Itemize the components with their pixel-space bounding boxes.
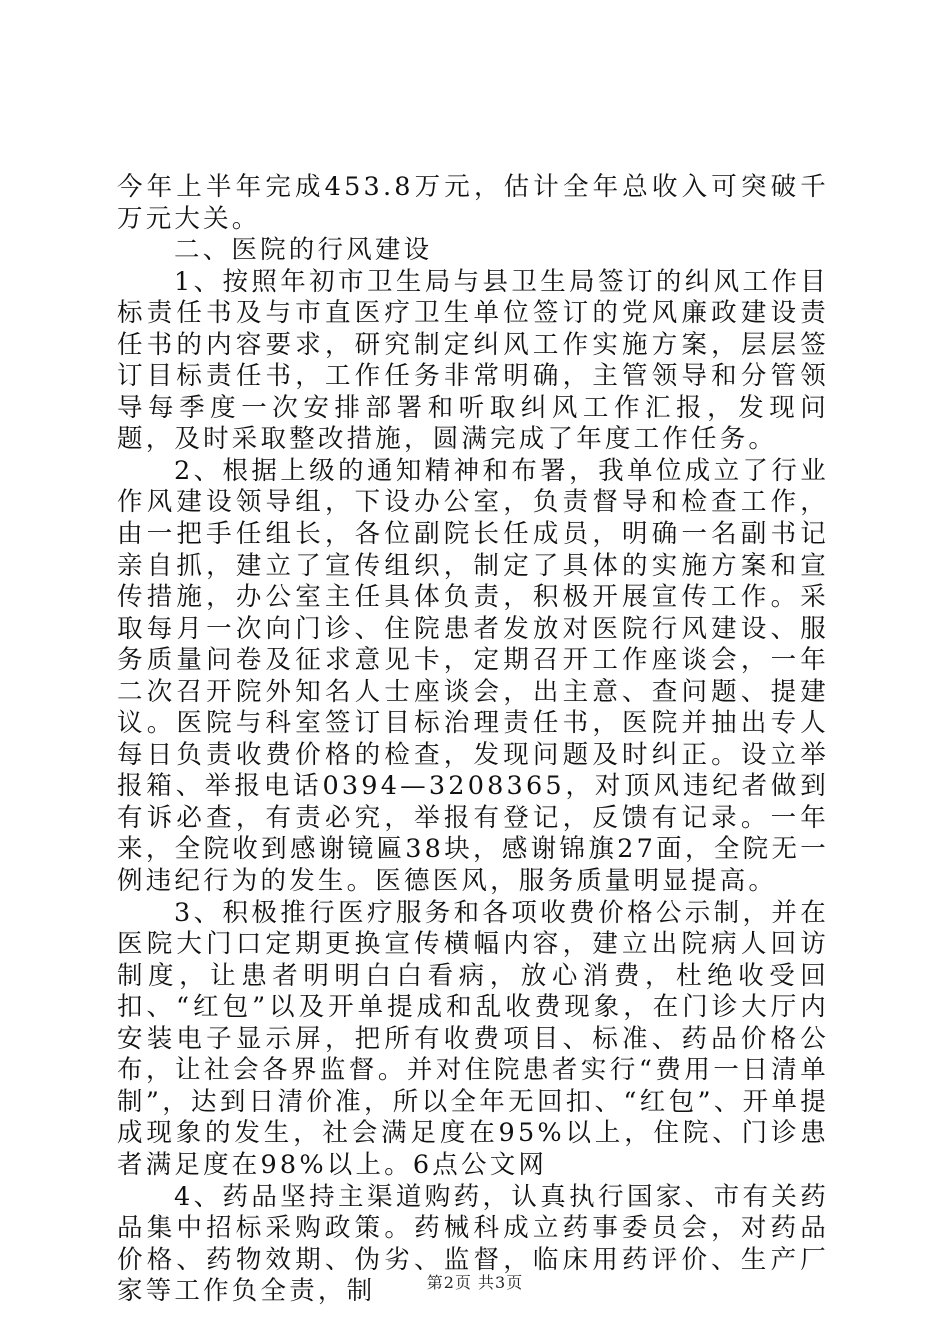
paragraph-item-1: 1、按照年初市卫生局与县卫生局签订的纠风工作目标责任书及与市直医疗卫生单位签订的党风廉政建设责任书的内容要求，研究制定纠风工作实施方案，层层签订目标责任书，工作任务非常明确，主管领导和分管领导每季度一次安排部署和听取纠风工作汇报，发现问题，及时采取整改措施，圆满完成了年度工作任务。 [117,266,829,455]
paragraph-income-summary: 今年上半年完成453.8万元，估计全年总收入可突破千万元大关。 [117,172,829,234]
document-body [117,172,829,1308]
paragraph-item-4: 4、药品坚持主渠道购药，认真执行国家、市有关药品集中招标采购政策。药械科成立药事委员会，对药品价格、药物效期、伪劣、监督，临床用药评价、生产厂家等工作负全责，制 [117,1181,829,1307]
page-number-footer: 第2页 共3页 [426,1273,524,1292]
paragraph-item-3: 3、积极推行医疗服务和各项收费价格公示制，并在医院大门口定期更换宣传横幅内容，建立出院病人回访制度，让患者明明白白看病，放心消费，杜绝收受回扣、“红包”以及开单提成和乱收费现象，在门诊大厅内安装电子显示屏，把所有收费项目、标准、药品价格公布，让社会各界监督。并对住院患者实行“费用一日清单制”，达到日清价准，所以全年无回扣、“红包”、开单提成现象的发生，社会满足度在95%以上，住院、门诊患者满足度在98%以上。6点公文网 [117,897,829,1180]
section-heading-conduct: 二、医院的行风建设 [174,235,433,266]
paragraph-item-2: 2、根据上级的通知精神和布署，我单位成立了行业作风建设领导组，下设办公室，负责督导和检查工作，由一把手任组长，各位副院长任成员，明确一名副书记亲自抓，建立了宣传组织，制定了具体的实施方案和宣传措施，办公室主任具体负责，积极开展宣传工作。采取每月一次向门诊、住院患者发放对医院行风建设、服务质量问卷及征求意见卡，定期召开工作座谈会，一年二次召开院外知名人士座谈会，出主意、查问题、提建议。医院与科室签订目标治理责任书，医院并抽出专人每日负责收费价格的检查，发现问题及时纠正。设立举报箱、举报电话0394—3208365，对顶风违纪者做到有诉必查，有责必究，举报有登记，反馈有记录。一年来，全院收到感谢镜匾38块，感谢锦旗27面，全院无一例违纪行为的发生。医德医风，服务质量明显提高。 [117,455,829,897]
